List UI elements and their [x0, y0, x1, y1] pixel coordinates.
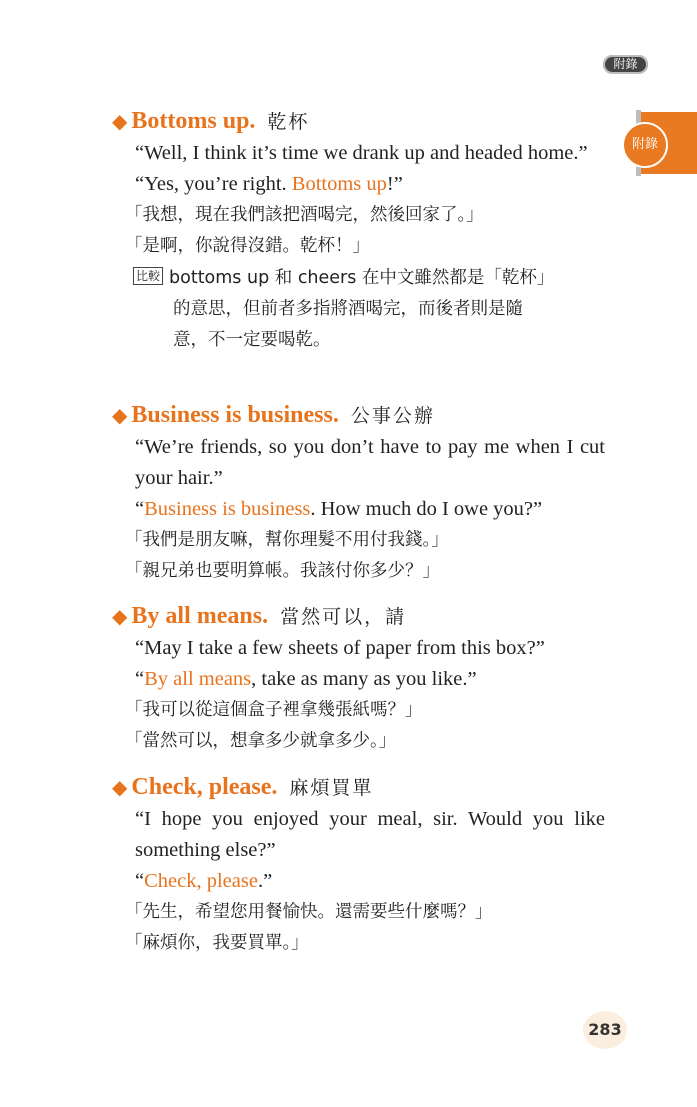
comparison-badge: 比較: [133, 267, 163, 285]
entry-title-line: [112, 104, 607, 138]
dialogue-line-1: “May I take a few sheets of paper from this box?”: [135, 637, 545, 659]
dialogue-line-2: [135, 494, 605, 525]
diamond-bullet-icon: ◆: [112, 777, 128, 799]
entry-body: [125, 804, 605, 959]
dialogue-text: .”: [257, 870, 273, 892]
side-tab-label: 附錄: [622, 122, 668, 168]
entry-title-line: [112, 770, 607, 804]
entry-bottoms-up: [112, 104, 607, 356]
entry-title: Bottoms up.: [131, 108, 256, 134]
entry-by-all-means: [112, 599, 607, 757]
highlighted-phrase: Business is business: [144, 498, 311, 520]
section-label-pill: 附錄: [603, 55, 648, 74]
dialogue-line-1: “We’re friends, so you don’t have to pay me when I cut your hair.”: [135, 436, 605, 489]
page-number: 283: [583, 1011, 627, 1049]
note-line-1: bottoms up 和 cheers 在中文雖然都是「乾杯」: [169, 268, 555, 288]
highlighted-phrase: By all means: [144, 668, 252, 690]
entry-title: Business is business.: [131, 402, 339, 428]
dialogue-text: “Yes, you’re right.: [135, 173, 292, 195]
diamond-bullet-icon: ◆: [112, 606, 128, 628]
translation-line-1: 「我想，現在我們該把酒喝完，然後回家了。」: [125, 205, 484, 225]
dialogue-text: “: [135, 498, 145, 520]
translation-line-1: 「我可以從這個盒子裡拿幾張紙嗎？」: [125, 700, 423, 720]
dialogue-line-2: [135, 664, 605, 695]
entry-check-please: [112, 770, 607, 959]
comparison-note: [133, 262, 605, 294]
entry-title-line: [112, 599, 607, 633]
dialogue-line-1: “Well, I think it’s time we drank up and headed home.”: [135, 142, 588, 164]
translation-line-2: 「當然可以，想拿多少就拿多少。」: [125, 731, 397, 751]
diamond-bullet-icon: ◆: [112, 111, 128, 133]
translation-line-2: 「是啊，你說得沒錯。乾杯！」: [125, 236, 370, 256]
entry-business-is-business: [112, 398, 607, 587]
entry-title-zh: 公事公辦: [350, 406, 435, 427]
translation-line-1: 「先生，希望您用餐愉快。還需要些什麼嗎？」: [125, 902, 493, 922]
dialogue-text: “: [135, 870, 145, 892]
entry-title-line: [112, 398, 607, 432]
dialogue-line-1: “I hope you enjoyed your meal, sir. Would you like something else?”: [135, 808, 605, 861]
note-line-2: 的意思，但前者多指將酒喝完，而後者則是隨: [173, 299, 523, 319]
entry-body: [125, 633, 605, 757]
entry-body: [125, 138, 605, 356]
translation-line-2: 「親兄弟也要明算帳。我該付你多少？」: [125, 561, 440, 581]
diamond-bullet-icon: ◆: [112, 405, 128, 427]
translation-line-1: 「我們是朋友嘛，幫你理髮不用付我錢。」: [125, 530, 449, 550]
entry-body: [125, 432, 605, 587]
highlighted-phrase: Check, please: [144, 870, 258, 892]
note-line-3: 意，不一定要喝乾。: [173, 330, 331, 350]
entry-title: Check, please.: [131, 774, 278, 800]
dialogue-line-2: [135, 169, 605, 200]
entry-title-zh: 當然可以，請: [280, 607, 407, 628]
dialogue-line-2: [135, 866, 605, 897]
highlighted-phrase: Bottoms up: [291, 173, 387, 195]
dialogue-text: , take as many as you like.”: [251, 668, 477, 690]
dialogue-text: “: [135, 668, 145, 690]
translation-line-2: 「麻煩你，我要買單。」: [125, 933, 309, 953]
dialogue-text: . How much do I owe you?”: [310, 498, 543, 520]
entry-title-zh: 麻煩買單: [289, 778, 374, 799]
entry-title-zh: 乾杯: [267, 112, 310, 133]
entry-title: By all means.: [131, 603, 269, 629]
dialogue-text: !”: [386, 173, 403, 195]
